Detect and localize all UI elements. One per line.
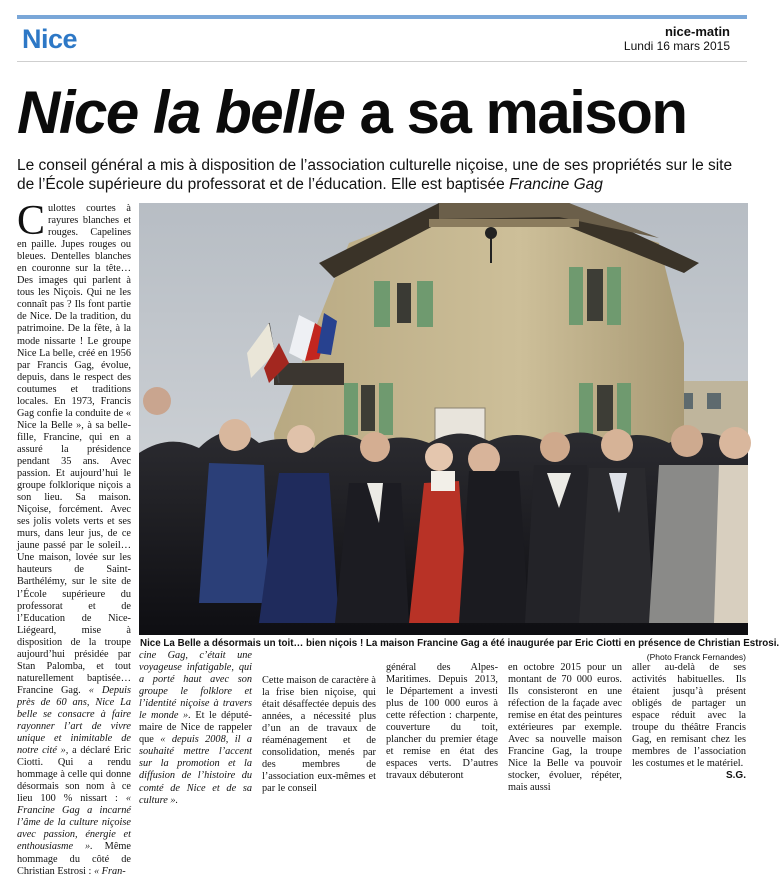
author-signature: S.G. (725, 770, 746, 781)
article-text-6: aller au-delà de ses activités habituelles. Ils étaient jusqu’à présent obligés de partager un espace réduit avec la troupe du théâtre Francis Gag, en remisant chez les membres de l’association les costumes et le matériel. (632, 662, 746, 770)
headline (17, 78, 757, 148)
article-text-1b: a déclaré Eric Ciotti. Qui a rendu hommage à celle qui donne désormais son nom à ce lieu 100 % nissart : (17, 745, 131, 805)
photo-caption: Nice La Belle a désormais un toit… bien niçois ! La maison Francine Gag a été inaugurée par Eric Ciotti en présence de Christian Estrosi. (140, 638, 779, 649)
article-column-6 (632, 662, 746, 770)
headline-italic: Nice la belle (17, 79, 345, 146)
article-text-3: Cette maison de caractère à la frise bien niçoise, qui était désaffectée depuis des années, a nécessité plus d’un an de travaux de réaménagement et de consolidation, menés par des membres de l’association eux-mêmes et par le conseil (262, 675, 376, 795)
quote-estrosi-2: « depuis 2008, il a souhaité mettre l’accent sur la promotion et la diffusion de l’histoire du comté de Nice et de sa culture ». (139, 734, 252, 806)
article-column-4 (386, 662, 498, 782)
photo-credit: (Photo Franck Fernandes) (646, 652, 746, 662)
article-column-3 (262, 675, 376, 795)
issue-date: Lundi 16 mars 2015 (623, 39, 730, 53)
inauguration-photo (139, 203, 748, 635)
article-column-1 (17, 198, 132, 877)
header-rule (17, 61, 747, 62)
article-text-1: ulottes courtes à rayures blanches et rouges. Capelines en paille. Jupes rouges ou bleues. Dentelles blanches en couronne sur la tête… Des images qui parlent à tous les Niçois. Qui ne les connaît pas ? Ils font partie de Nice. De la tradition, du patrimoine. De la fête, à la mode nissarte ! Le groupe Nice La belle, créé en 1956 par Francis Gag, évolue, depuis, dans le respect des coutumes et traditions locales. En 1973, Francis Gag confie la conduite de « Nice la Belle », à sa belle-fille, Francine, qui en a assuré la présidence pendant 35 ans. Avec passion. Et aujourd’hui le groupe folklorique niçois a son lieu. Sa maison. Niçoise, forcément. Avec ses jolis volets verts et ses murs, dans leur jus, de ce jaune passé par le soleil… Une maison, lovée sur les hauteurs de Saint-Barthélémy, sur le site de l’École supérieure du professorat et de l’Education de Nice-Liégeard, mise à disposition de la troupe aujourd’hui présidée par Stan Palomba, et tout naturellement baptisée… Francine Gag. (17, 203, 131, 696)
article-text-2: Et le député-maire de Nice de rappeler que (139, 710, 252, 746)
drop-cap: C (17, 198, 46, 244)
article-column-5 (508, 662, 622, 794)
newspaper-name: nice-matin (664, 24, 730, 39)
subheading (17, 156, 752, 194)
headline-rest: a sa maison (344, 79, 687, 146)
article-column-2 (139, 650, 252, 806)
masthead (624, 24, 730, 54)
subheading-name: Francine Gag (509, 176, 603, 193)
article-text-4: général des Alpes-Maritimes. Depuis 2013, le Département a investi plus de 100 000 euros à cette réfection : charpente, couverture du toit, plancher du premier étage et remise en état des espaces verts. D’autres travaux débuteront (386, 662, 498, 782)
quote-estrosi-start: « Fran- (93, 865, 126, 877)
quote-ciotti: « Depuis près de 60 ans, Nice La belle se consacre à faire rayonner l’art de vivre unique et inimitable de notre cité », (17, 684, 132, 757)
quote-ciotti-2: « Francine Gag a incarné l’âme de la culture niçoise avec passion, énergie et enthousiasme ». (17, 793, 131, 853)
quote-estrosi: cine Gag, c’était une voyageuse infatigable, qui a porté haut avec son groupe le folklore et l’identité niçoise à travers le monde ». (139, 650, 252, 722)
article-text-5: en octobre 2015 pour un montant de 70 000 euros. Ils consisteront en une réfection de la façade avec remise en état des peintures extérieures par exemple. Avec sa nouvelle maison Francine Gag, la troupe Nice la Belle va pouvoir stocker, évoluer, répéter, mais aussi (508, 662, 622, 794)
header-accent-bar (17, 15, 747, 19)
photo-illustration (139, 203, 748, 635)
article-text-1c: Même hommage du côté de Christian Estrosi : (17, 841, 131, 877)
section-title: Nice (22, 24, 78, 54)
subheading-text: Le conseil général a mis à disposition de l’association culturelle niçoise, une de ses propriétés sur le site de l’École supérieure du professorat et de l’éducation. Elle est baptisée (17, 157, 733, 193)
